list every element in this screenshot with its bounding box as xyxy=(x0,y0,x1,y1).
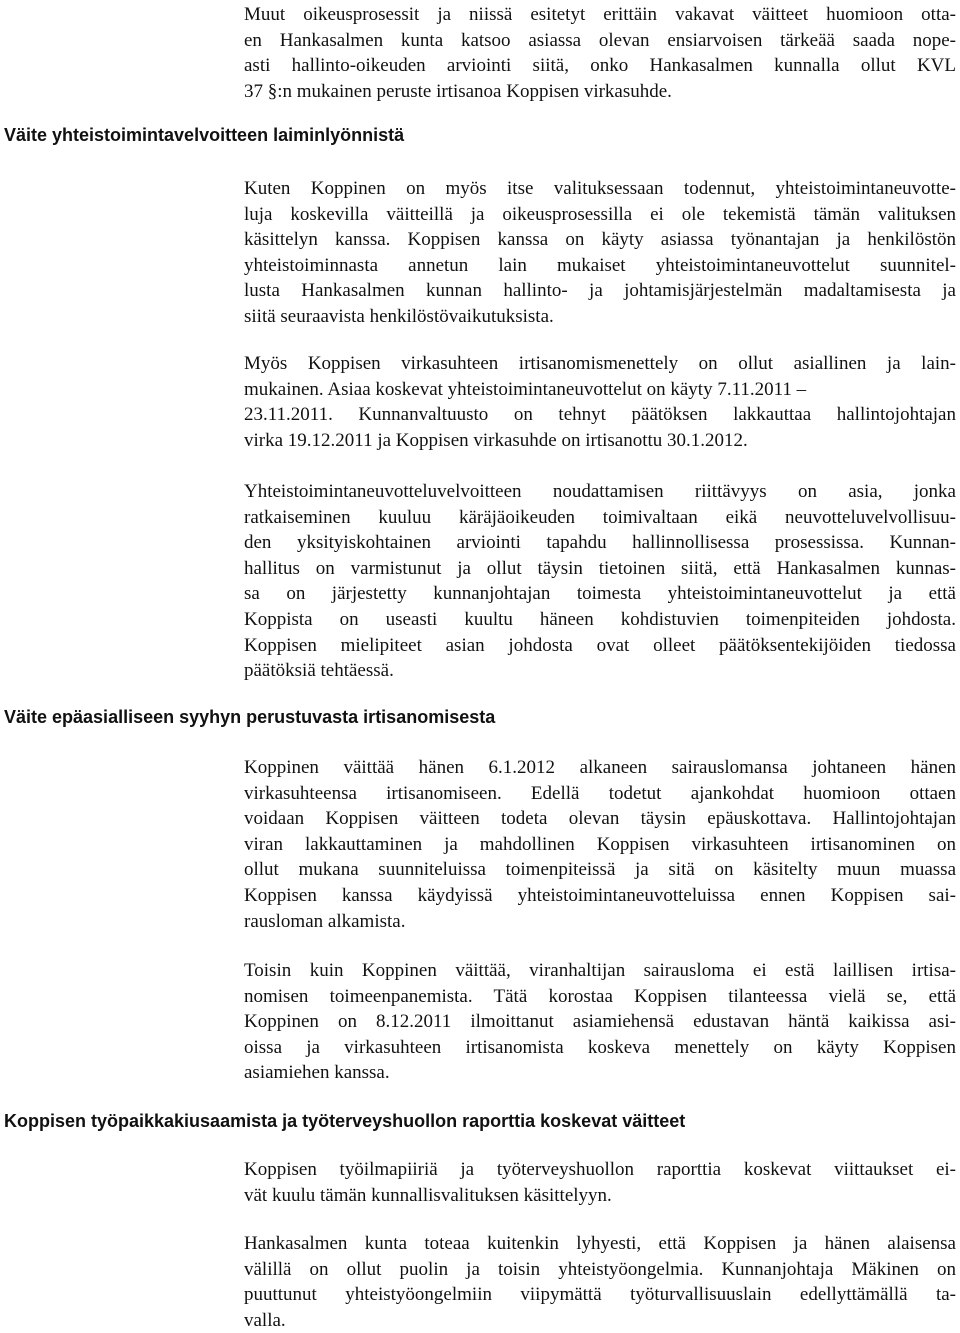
paragraph xyxy=(244,958,956,1086)
text-line: 37 §:n mukainen peruste irtisanoa Koppisen virkasuhde. xyxy=(244,80,672,102)
intro-paragraph xyxy=(244,2,956,104)
text-line: Kuten Koppinen on myös itse valituksessaan todennut, yhteistoimintaneuvotte- xyxy=(244,178,956,199)
text-line: Koppisen työilmapiiriä ja työterveyshuollon raporttia koskevat viittaukset ei- xyxy=(244,1159,956,1180)
section-heading-yhteistoiminta: Väite yhteistoimintavelvoitteen laiminlyönnistä xyxy=(4,125,405,145)
paragraph xyxy=(244,351,956,453)
text-line: asiamiehen kanssa. xyxy=(244,1062,390,1084)
text-line: hallitus on varmistunut ja ollut täysin tietoinen siitä, että Hankasalmen kunnas- xyxy=(244,557,956,579)
text-line: vät kuulu tämän kunnallisvalituksen käsittelyyn. xyxy=(244,1184,612,1206)
text-line: sa on järjestetty kunnanjohtajan toimesta yhteistoimintaneuvottelut ja että xyxy=(244,583,956,605)
text-line: käsittelyn kanssa. Koppisen kanssa on käyty asiassa työnantajan ja henkilöstön xyxy=(244,229,956,251)
text-line: den yksityiskohtainen arviointi tapahdu hallinnollisessa prosessissa. Kunnan- xyxy=(244,532,956,554)
text-line: Koppinen on 8.12.2011 ilmoittanut asiamiehensä edustavan häntä kaikissa asi- xyxy=(244,1011,956,1033)
paragraph xyxy=(244,176,956,330)
text-line: Koppisen kanssa käydyissä yhteistoimintaneuvotteluissa ennen Koppisen sai- xyxy=(244,884,956,906)
text-line: siitä seuraavista henkilöstövaikutuksista. xyxy=(244,305,554,327)
text-line: Muut oikeusprosessit ja niissä esitetyt erittäin vakavat väitteet huomioon otta- xyxy=(244,4,956,25)
text-line: välillä on ollut puolin ja toisin yhteistyöongelmia. Kunnanjohtaja Mäkinen on xyxy=(244,1258,956,1280)
text-line: en Hankasalmen kunta katsoo asiassa olevan ensiarvoisen tärkeää saada nope- xyxy=(244,29,956,51)
text-line: Koppinen väittää hänen 6.1.2012 alkaneen sairauslomansa johtaneen hänen xyxy=(244,757,956,778)
text-line: yhteistoiminnasta annetun lain mukaiset yhteistoimintaneuvottelut suunnitel- xyxy=(244,254,956,276)
text-line: oissa ja virkasuhteen irtisanomista koskeva menettely on käyty Koppisen xyxy=(244,1036,956,1058)
text-line: Yhteistoimintaneuvotteluvelvoitteen noudattamisen riittävyys on asia, jonka xyxy=(244,481,956,502)
paragraph xyxy=(244,1231,956,1333)
paragraph xyxy=(244,479,956,684)
text-line: 23.11.2011. Kunnanvaltuusto on tehnyt päätöksen lakkauttaa hallintojohtajan xyxy=(244,404,956,426)
text-line: asti hallinto-oikeuden arviointi siitä, onko Hankasalmen kunnalla ollut KVL xyxy=(244,55,956,77)
text-line: viran lakkauttaminen ja mahdollinen Koppisen virkasuhteen irtisanominen on xyxy=(244,833,956,855)
paragraph xyxy=(244,755,956,934)
text-line: mukainen. Asiaa koskevat yhteistoimintaneuvottelut on käyty 7.11.2011 – xyxy=(244,378,807,400)
section-heading-epaasiallinen-syy: Väite epäasialliseen syyhyn perustuvasta irtisanomisesta xyxy=(4,707,496,727)
text-line: Koppista on useasti kuultu häneen kohdistuvien toimenpiteiden johdosta. xyxy=(244,608,956,630)
text-line: Hankasalmen kunta toteaa kuitenkin lyhyesti, että Koppisen ja hänen alaisensa xyxy=(244,1233,956,1254)
text-line: voidaan Koppisen väitteen todeta olevan täysin epäuskottava. Hallintojohtajan xyxy=(244,808,956,830)
text-line: lusta Hankasalmen kunnan hallinto- ja johtamisjärjestelmän madaltamisesta ja xyxy=(244,280,956,302)
text-line: virkasuhteensa irtisanomiseen. Edellä todetut ajankohdat huomioon ottaen xyxy=(244,782,956,804)
text-line: nomisen toimeenpanemista. Tätä korostaa Koppisen tilanteessa vielä se, että xyxy=(244,985,956,1007)
text-line: luja koskevilla väitteillä ja oikeusprosessilla ei ole tekemistä tämän valituksen xyxy=(244,203,956,225)
text-line: Koppisen mielipiteet asian johdosta ovat olleet päätöksentekijöiden tiedossa xyxy=(244,634,956,656)
text-line: ratkaiseminen kuuluu käräjäoikeuden toimivaltaan eikä neuvotteluvelvollisuu- xyxy=(244,506,956,528)
text-line: puuttunut yhteistyöongelmiin viipymättä työturvallisuuslain edellyttämällä ta- xyxy=(244,1284,956,1306)
section-heading-tyopaikkakiusaaminen: Koppisen työpaikkakiusaamista ja työterveyshuollon raporttia koskevat väitteet xyxy=(4,1111,686,1131)
text-line: Myös Koppisen virkasuhteen irtisanomismenettely on ollut asiallinen ja lain- xyxy=(244,353,956,374)
text-line: virka 19.12.2011 ja Koppisen virkasuhde on irtisanottu 30.1.2012. xyxy=(244,429,748,451)
text-line: Toisin kuin Koppinen väittää, viranhaltijan sairausloma ei estä laillisen irtisa- xyxy=(244,960,956,981)
text-line: päätöksiä tehtäessä. xyxy=(244,660,394,682)
text-line: rausloman alkamista. xyxy=(244,910,406,932)
text-line: valla. xyxy=(244,1309,286,1331)
text-line: ollut mukana suunniteluissa toimenpiteissä ja sitä on käsitelty muun muassa xyxy=(244,859,956,881)
paragraph xyxy=(244,1157,956,1208)
